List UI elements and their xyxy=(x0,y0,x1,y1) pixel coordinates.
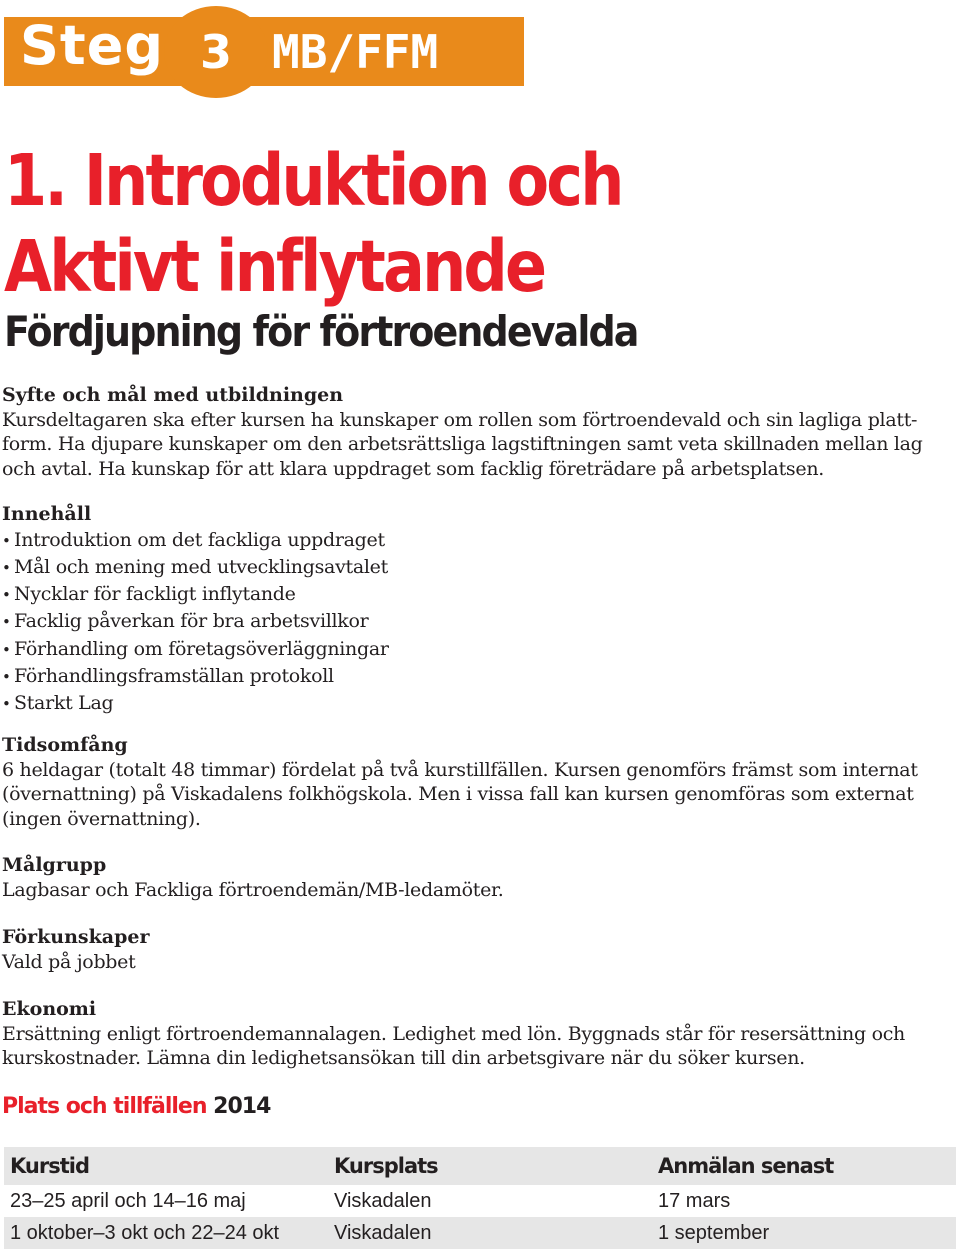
list-item xyxy=(2,608,952,635)
list-item xyxy=(2,663,952,690)
syfte-line-2: form. Ha djupare kunskaper om den arbetsrättsliga lagstiftningen samt veta skillnaden mellan lag xyxy=(2,433,923,455)
schedule-table xyxy=(4,1147,956,1249)
ekonomi-line-2: kurskostnader. Lämna din ledighetsansökan till din arbetsgivare när du söker kursen. xyxy=(2,1047,805,1069)
section-heading-innehall: Innehåll xyxy=(2,503,92,525)
table-cell-anmalan: 1 september xyxy=(652,1217,956,1249)
section-heading-ekonomi: Ekonomi xyxy=(2,998,97,1020)
table-cell-kurstid: 1 oktober–3 okt och 22–24 okt xyxy=(4,1217,328,1249)
tidsomfang-line-1: 6 heldagar (totalt 48 timmar) fördelat på två kurstillfällen. Kursen genomförs främst som internat xyxy=(2,758,918,781)
bullet-icon: • xyxy=(2,640,11,659)
tidsomfang-line-3: (ingen övernattning). xyxy=(2,807,201,830)
table-cell-anmalan: 17 mars xyxy=(658,1189,731,1212)
ekonomi-line-1: Ersättning enligt förtroendemannalagen. Ledighet med lön. Byggnads står för resersättning och xyxy=(2,1022,905,1045)
malgrupp-text: Lagbasar och Fackliga förtroendemän/MB-ledamöter. xyxy=(2,878,504,901)
bullet-icon: • xyxy=(2,586,11,605)
list-item-text: Mål och mening med utvecklingsavtalet xyxy=(14,555,388,578)
syfte-line-3: och avtal. Ha kunskap för att klara uppdraget som facklig företrädare på arbetsplatsen. xyxy=(2,457,824,480)
program-code: MB/FFM xyxy=(272,25,439,79)
list-item-text: Starkt Lag xyxy=(14,692,114,715)
table-row xyxy=(4,1185,956,1217)
table-cell-kursplats: Viskadalen xyxy=(328,1217,652,1249)
syfte-line-1: Kursdeltagaren ska efter kursen ha kunskaper om rollen som förtroendevald och sin lagliga platt- xyxy=(2,408,918,431)
section-heading-tidsomfang: Tidsomfång xyxy=(2,734,128,756)
tidsomfang-line-2: (övernattning) på Viskadalens folkhögskola. Men i vissa fall kan kursen genomföras som externat xyxy=(2,783,914,805)
section-innehall xyxy=(2,502,952,718)
list-item-text: Förhandlingsframställan protokoll xyxy=(14,664,334,687)
section-malgrupp xyxy=(2,853,952,902)
list-item xyxy=(2,636,952,663)
section-forkunskaper xyxy=(2,925,952,974)
list-item xyxy=(2,527,952,554)
step-number: 3 xyxy=(200,25,233,79)
list-item xyxy=(2,581,952,608)
list-item xyxy=(2,690,952,717)
step-label: Steg xyxy=(20,14,164,77)
table-cell-kurstid: 23–25 april och 14–16 maj xyxy=(10,1189,246,1212)
bullet-icon: • xyxy=(2,667,11,686)
content-list xyxy=(2,527,952,718)
section-heading-malgrupp: Målgrupp xyxy=(2,854,107,876)
list-item xyxy=(2,554,952,581)
section-syfte xyxy=(2,383,952,481)
table-cell-kursplats: Viskadalen xyxy=(334,1189,432,1212)
list-item-text: Facklig påverkan för bra arbetsvillkor xyxy=(14,610,369,633)
schedule-heading-label: Plats och tillfällen xyxy=(2,1094,207,1119)
column-header-kursplats: Kursplats xyxy=(328,1147,652,1185)
bullet-icon: • xyxy=(2,558,11,577)
list-item-text: Förhandling om företagsöverläggningar xyxy=(14,637,389,660)
section-heading-forkunskaper: Förkunskaper xyxy=(2,926,150,948)
section-tidsomfang xyxy=(2,733,952,831)
page-title-line-1: 1. Introduktion och xyxy=(4,139,622,223)
table-row xyxy=(4,1217,956,1249)
forkunskaper-text: Vald på jobbet xyxy=(2,950,136,973)
section-ekonomi xyxy=(2,997,952,1071)
bullet-icon: • xyxy=(2,531,11,550)
section-heading-syfte: Syfte och mål med utbildningen xyxy=(2,384,344,406)
list-item-text: Introduktion om det fackliga uppdraget xyxy=(14,528,385,551)
column-header-anmalan: Anmälan senast xyxy=(652,1147,956,1185)
list-item-text: Nycklar för fackligt inflytande xyxy=(14,583,296,606)
column-header-kurstid: Kurstid xyxy=(4,1147,328,1185)
bullet-icon: • xyxy=(2,695,11,714)
page-subtitle: Fördjupning för förtroendevalda xyxy=(4,308,638,357)
bullet-icon: • xyxy=(2,613,11,632)
page-title-line-2: Aktivt inflytande xyxy=(4,225,545,309)
schedule-heading-year: 2014 xyxy=(213,1094,271,1119)
schedule-heading xyxy=(2,1092,270,1122)
table-header-row xyxy=(4,1147,956,1185)
